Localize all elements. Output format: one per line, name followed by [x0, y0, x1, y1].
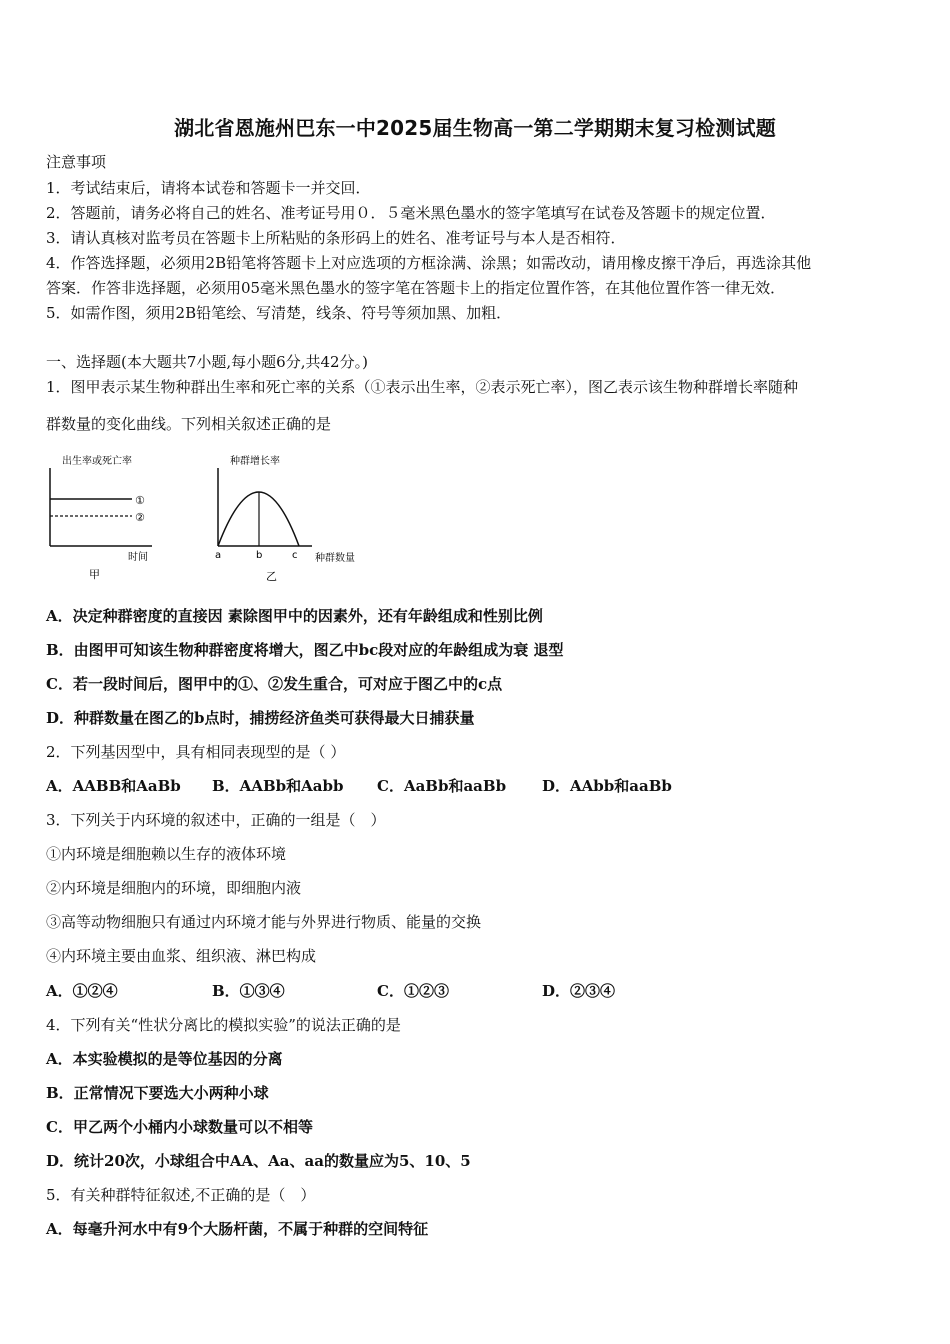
q4-option-b: B．正常情况下要选大小两种小球 [46, 1084, 269, 1102]
notice-item-3: 3．请认真核对监考员在答题卡上所粘贴的条形码上的姓名、准考证号与本人是否相符． [46, 229, 626, 247]
q4-stem: 4．下列有关“性状分离比的模拟实验”的说法正确的是 [46, 1016, 401, 1034]
fig-jia-caption: 甲 [89, 568, 100, 581]
fig-jia-label-1: ① [135, 494, 145, 507]
q2-option-d: D．AAbb和aaBb [542, 777, 672, 795]
q1-option-b: B．由图甲可知该生物种群密度将增大，图乙中bc段对应的年龄组成为衰 退型 [46, 641, 564, 659]
q2-option-a: A．AABB和AaBb [46, 777, 181, 795]
notice-item-1: 1．考试结束后，请将本试卷和答题卡一并交回． [46, 179, 371, 197]
q4-option-c: C．甲乙两个小桶内小球数量可以不相等 [46, 1118, 313, 1136]
notice-item-2: 2．答题前，请务必将自己的姓名、准考证号用０．５毫米黑色墨水的签字笔填写在试卷及答题卡的规定位置． [46, 204, 776, 222]
fig-yi-label-b: b [256, 550, 263, 561]
fig-yi-ylabel: 种群增长率 [230, 456, 280, 467]
fig-jia-xlabel: 时间 [128, 552, 148, 563]
page-title: 湖北省恩施州巴东一中2025届生物高一第二学期期末复习检测试题 [174, 116, 776, 140]
q2-option-b: B．AABb和Aabb [212, 777, 344, 795]
q2-options [0, 775, 950, 797]
q3-statement-2: ②内环境是细胞内的环境，即细胞内液 [46, 879, 302, 897]
section-heading: 一、选择题(本大题共7小题,每小题6分,共42分。) [46, 353, 368, 371]
q1-option-a: A．决定种群密度的直接因 素除图甲中的因素外，还有年龄组成和性别比例 [46, 607, 543, 625]
fig-yi-caption: 乙 [266, 570, 277, 583]
fig-yi-label-a: a [215, 550, 222, 561]
q3-option-d: D．②③④ [542, 982, 616, 1000]
q4-option-a: A．本实验模拟的是等位基因的分离 [46, 1050, 283, 1068]
q2-option-c: C．AaBb和aaBb [377, 777, 507, 795]
notice-item-4-cont: 答案．作答非选择题，必须用05毫米黑色墨水的签字笔在答题卡上的指定位置作答，在其他位置作答一律无效． [46, 279, 786, 297]
q5-option-a: A．每毫升河水中有9个大肠杆菌，不属于种群的空间特征 [46, 1220, 429, 1238]
q2-stem: 2．下列基因型中，具有相同表现型的是（ ） [46, 743, 346, 761]
q4-option-d: D．统计20次，小球组合中AA、Aa、aa的数量应为5、10、5 [46, 1152, 471, 1170]
q1-option-d: D．种群数量在图乙的b点时，捕捞经济鱼类可获得最大日捕获量 [46, 709, 475, 727]
q3-stem: 3．下列关于内环境的叙述中，正确的一组是（ ） [46, 811, 386, 829]
q3-options [0, 980, 950, 1002]
q3-statement-3: ③高等动物细胞只有通过内环境才能与外界进行物质、能量的交换 [46, 913, 482, 931]
notice-heading: 注意事项 [46, 153, 107, 171]
q1-stem-line1: 1．图甲表示某生物种群出生率和死亡率的关系（①表示出生率，②表示死亡率），图乙表示该生物种群增长率随种 [46, 378, 799, 396]
q3-statement-1: ①内环境是细胞赖以生存的液体环境 [46, 845, 287, 863]
fig-jia-label-2: ② [135, 511, 145, 524]
q1-stem-line2: 群数量的变化曲线。下列相关叙述正确的是 [46, 415, 332, 433]
fig-jia-ylabel: 出生率或死亡率 [62, 456, 132, 467]
notice-item-4: 4．作答选择题，必须用2B铅笔将答题卡上对应选项的方框涂满、涂黑；如需改动，请用橡皮擦干净后，再选涂其他 [46, 254, 812, 272]
q3-option-b: B．①③④ [212, 982, 285, 1000]
q5-stem: 5．有关种群特征叙述,不正确的是（ ） [46, 1186, 316, 1204]
fig-yi-label-c: c [292, 550, 298, 561]
q3-option-a: A．①②④ [46, 982, 118, 1000]
q1-figure [40, 448, 380, 588]
q3-option-c: C．①②③ [377, 982, 449, 1000]
fig-yi-xlabel: 种群数量 [315, 553, 355, 564]
notice-item-5: 5．如需作图，须用2B铅笔绘、写清楚，线条、符号等须加黑、加粗． [46, 304, 512, 322]
q3-statement-4: ④内环境主要由血浆、组织液、淋巴构成 [46, 947, 317, 965]
q1-option-c: C．若一段时间后，图甲中的①、②发生重合，可对应于图乙中的c点 [46, 675, 503, 693]
